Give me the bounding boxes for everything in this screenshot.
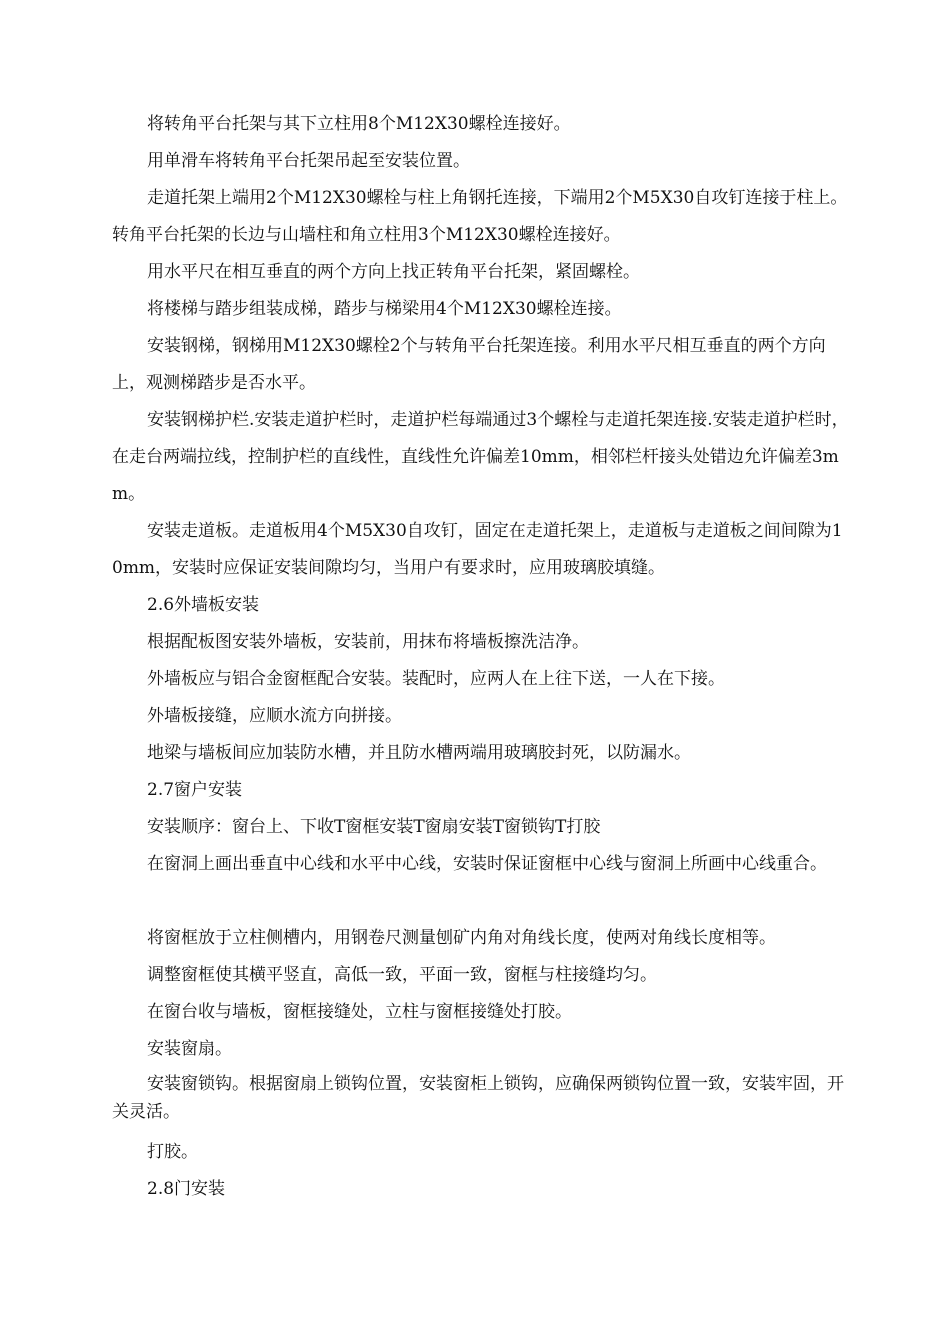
paragraph: 外墙板接缝，应顺水流方向拼接。 (147, 706, 402, 726)
section-heading: 2.8门安装 (147, 1179, 226, 1199)
paragraph: 将窗框放于立柱侧槽内，用钢卷尺测量刨矿内角对角线长度，使两对角线长度相等。 (147, 928, 776, 948)
paragraph: 安装走道板。走道板用4个M5X30自攻钉，固定在走道托架上，走道板与走道板之间间隙为10mm，安装时应保证安装间隙均匀，当用户有要求时，应用玻璃胶填缝。 (112, 521, 843, 578)
paragraph: 外墙板应与铝合金窗框配合安装。装配时，应两人在上往下送，一人在下接。 (147, 669, 725, 689)
section-heading: 2.6外墙板安装 (147, 595, 260, 615)
paragraph: 在窗台收与墙板，窗框接缝处，立柱与窗框接缝处打胶。 (147, 1002, 572, 1022)
paragraph: 安装窗扇。 (147, 1039, 232, 1059)
paragraph: 用单滑车将转角平台托架吊起至安装位置。 (147, 151, 470, 171)
paragraph: 将楼梯与踏步组装成梯，踏步与梯梁用4个M12X30螺栓连接。 (147, 299, 622, 319)
paragraph: 安装钢梯护栏.安装走道护栏时，走道护栏每端通过3个螺栓与走道托架连接.安装走道护栏时，在走台两端拉线，控制护栏的直线性，直线性允许偏差10mm，相邻栏杆接头处错边允许偏差3mm。 (112, 410, 849, 504)
paragraph: 安装顺序：窗台上、下收T窗框安装T窗扇安装T窗锁钩T打胶 (147, 817, 601, 837)
paragraph: 安装钢梯，钢梯用M12X30螺栓2个与转角平台托架连接。利用水平尺相互垂直的两个方向上，观测梯踏步是否水平。 (112, 336, 826, 393)
paragraph: 调整窗框使其横平竖直，高低一致，平面一致，窗框与柱接缝均匀。 (147, 965, 657, 985)
paragraph: 打胶。 (147, 1142, 198, 1162)
paragraph: 地梁与墙板间应加装防水槽，并且防水槽两端用玻璃胶封死，以防漏水。 (147, 743, 691, 763)
paragraph: 在窗洞上画出垂直中心线和水平中心线，安装时保证窗框中心线与窗洞上所画中心线重合。 (147, 854, 827, 874)
paragraph: 将转角平台托架与其下立柱用8个M12X30螺栓连接好。 (147, 114, 571, 134)
paragraph: 安装窗锁钩。根据窗扇上锁钩位置，安装窗柜上锁钩，应确保两锁钩位置一致，安装牢固，开关灵活。 (112, 1074, 844, 1122)
paragraph: 根据配板图安装外墙板，安装前，用抹布将墙板擦洗洁净。 (147, 632, 589, 652)
paragraph: 用水平尺在相互垂直的两个方向上找正转角平台托架，紧固螺栓。 (147, 262, 640, 282)
section-heading: 2.7窗户安装 (147, 780, 243, 800)
paragraph: 走道托架上端用2个M12X30螺栓与柱上角钢托连接，下端用2个M5X30自攻钉连接于柱上。转角平台托架的长边与山墙柱和角立柱用3个M12X30螺栓连接好。 (112, 188, 848, 245)
